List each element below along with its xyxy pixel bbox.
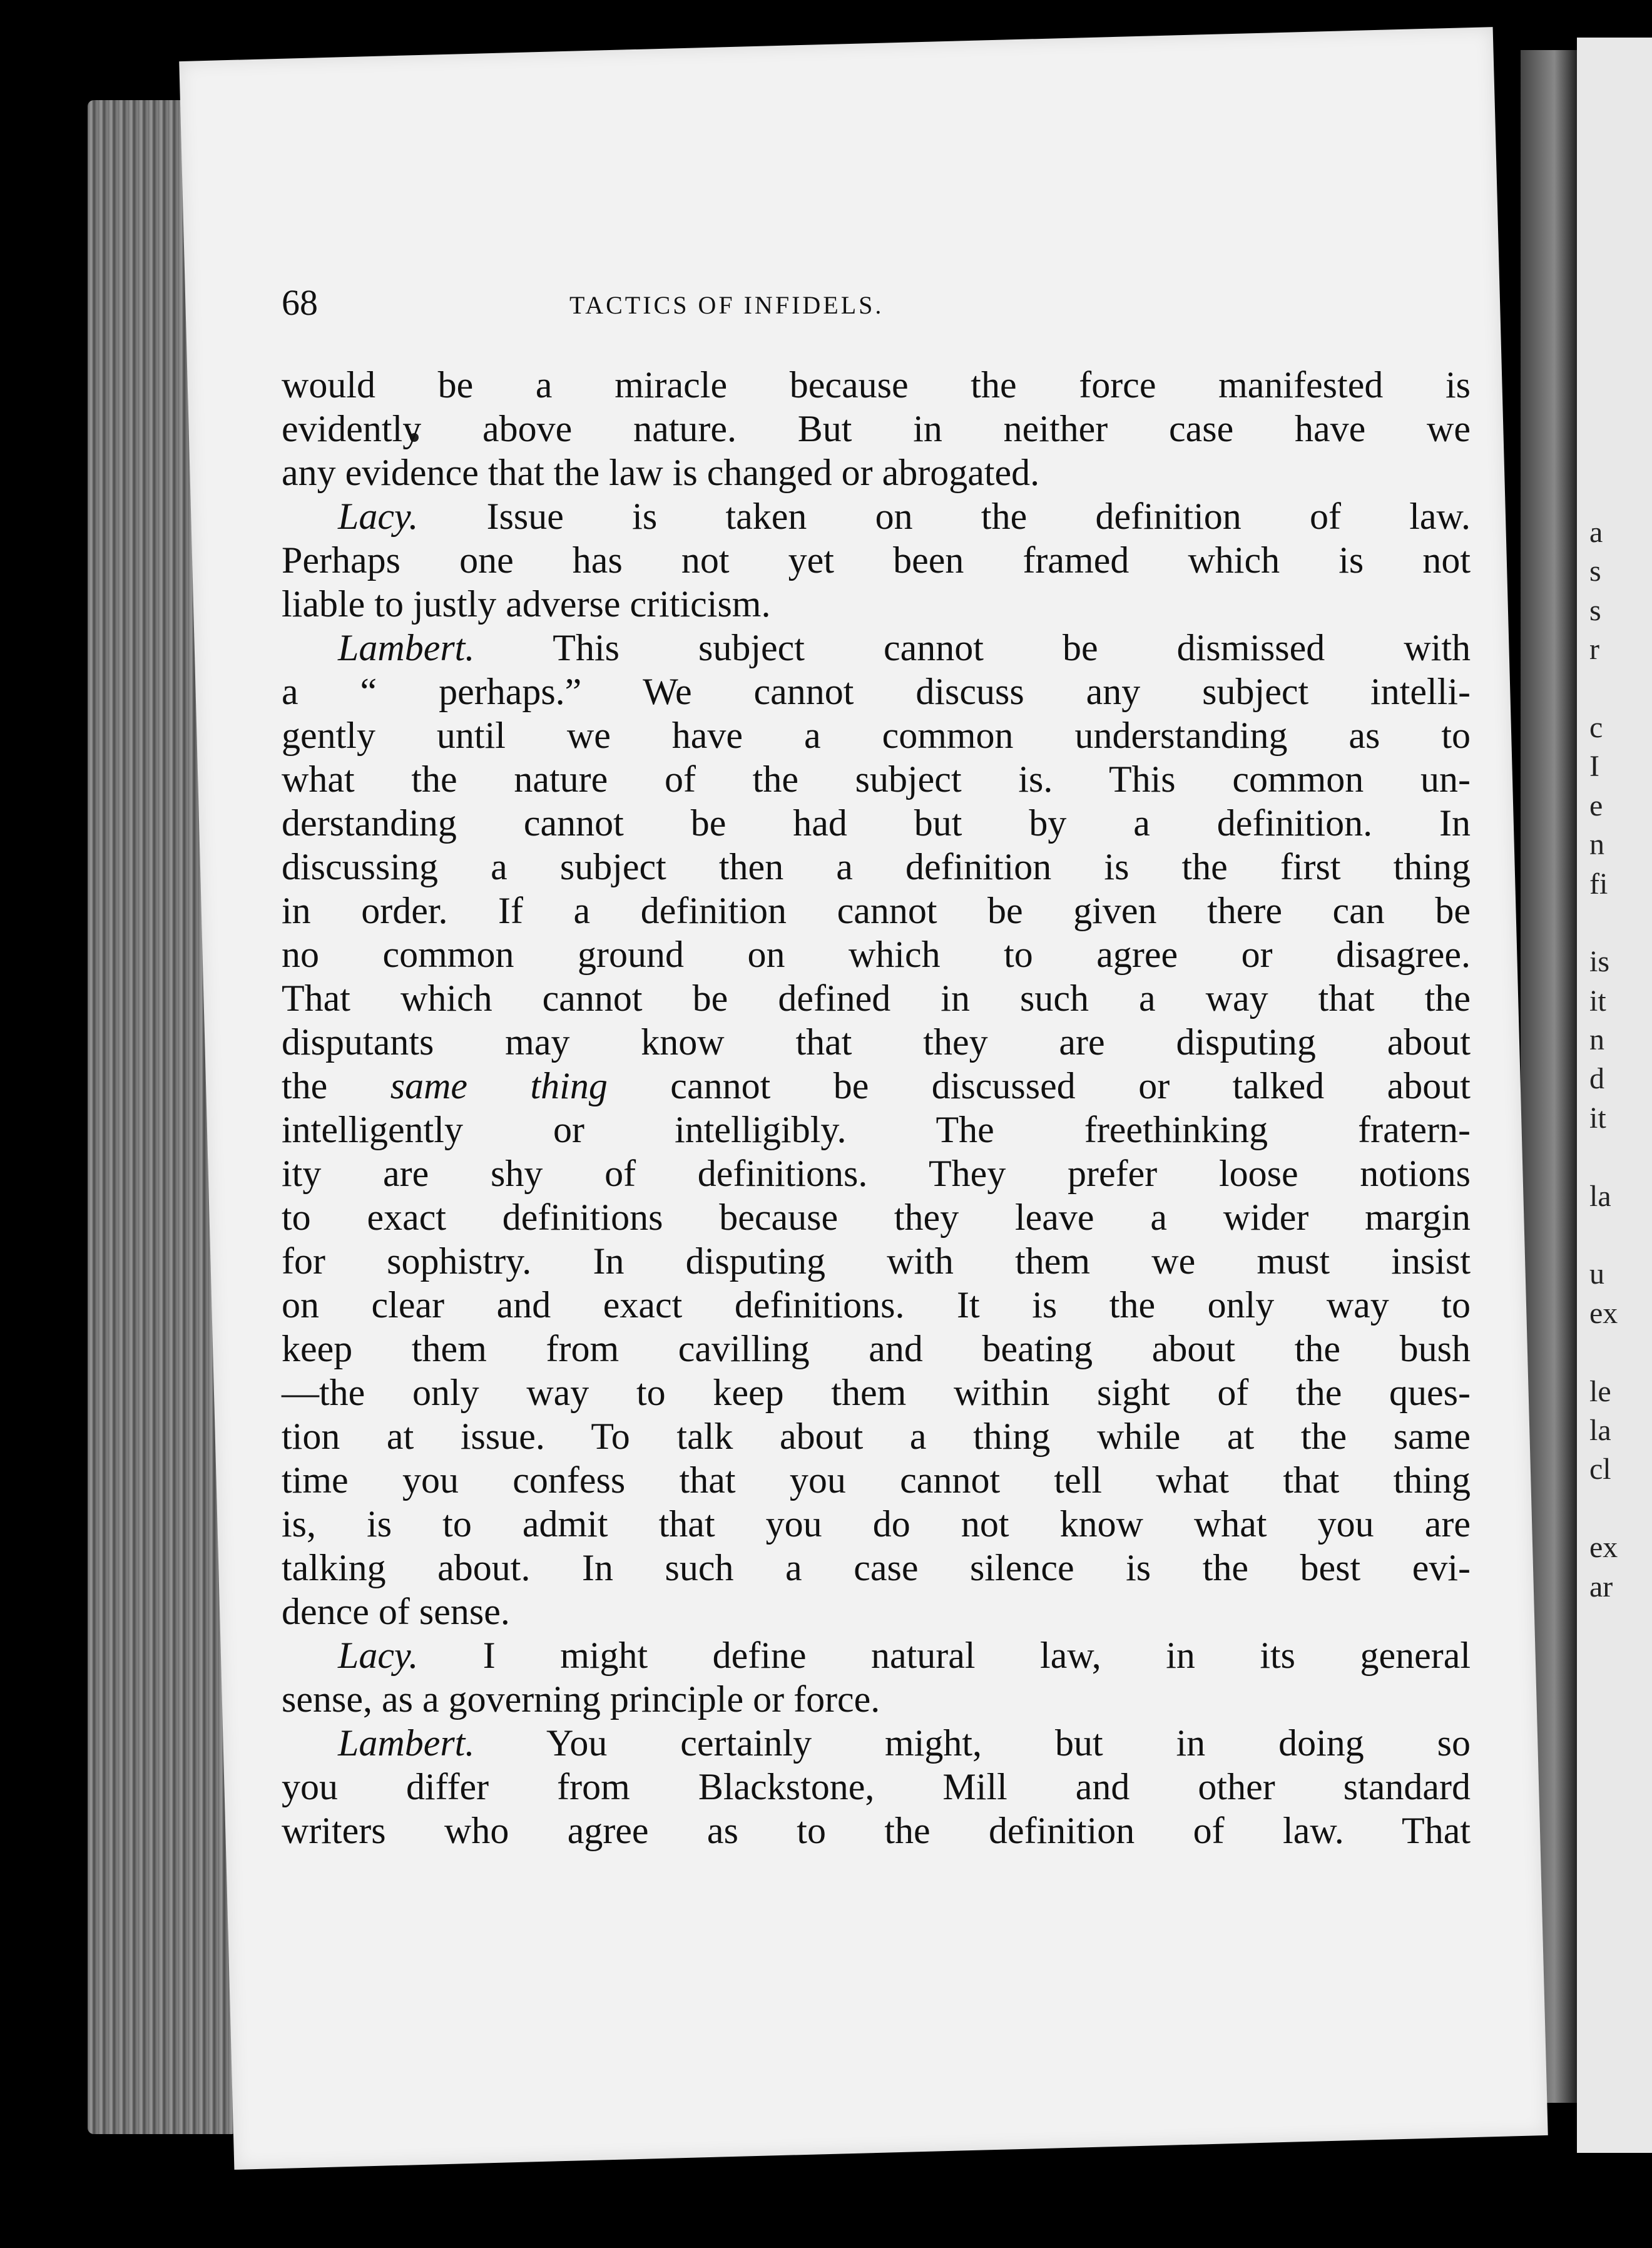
text-line [282,845,1471,889]
text-line [282,1108,1471,1152]
line-text: —the only way to keep them within sight of the ques- [282,1372,1471,1413]
emphasis-text: same thing [390,1065,608,1106]
line-text: Issue is taken on the definition of law. [418,496,1471,537]
text-line [282,713,1471,757]
speaker-name: Lambert. [338,1722,475,1764]
line-text: I might define natural law, in its general [418,1635,1471,1676]
line-text: cannot be discussed or talked about [607,1065,1471,1106]
line-text: keep them from cavilling and beating about the bush [282,1328,1471,1369]
text-line [282,1458,1471,1502]
text-line [282,1327,1471,1371]
text-line [282,363,1471,407]
text-line [282,1371,1471,1414]
line-text: liable to justly adverse criticism. [282,583,771,625]
text-line [282,1283,1471,1327]
line-text: for sophistry. In disputing with them we must insist [282,1240,1471,1282]
line-text: any evidence that the law is changed or abrogated. [282,452,1040,493]
speaker-name: Lambert. [338,627,475,668]
text-line [282,1152,1471,1195]
line-text: on clear and exact definitions. It is the only way to [282,1284,1471,1326]
text-line [282,757,1471,801]
text-line [282,1239,1471,1283]
text-line [282,1020,1471,1064]
line-text: the [282,1065,390,1106]
line-text: no common ground on which to agree or disagree. [282,934,1471,975]
line-text: evidently above nature. But in neither case have we [282,408,1471,449]
line-text: intelligently or intelligibly. The freethinking fratern- [282,1109,1471,1150]
text-line [282,801,1471,845]
facing-page [1577,38,1652,2153]
line-text: You certainly might, but in doing so [474,1722,1471,1764]
text-line [282,976,1471,1020]
line-text: sense, as a governing principle or force. [282,1678,880,1720]
text-line [282,889,1471,932]
line-text: what the nature of the subject is. This common un- [282,759,1471,800]
text-line [282,670,1471,713]
line-text: dence of sense. [282,1591,510,1632]
text-line [282,1809,1471,1852]
text-line [282,626,1471,670]
running-head: TACTICS OF INFIDELS. [569,291,884,319]
line-text: Perhaps one has not yet been framed which is not [282,539,1471,581]
text-line [282,1195,1471,1239]
text-line [282,407,1471,451]
text-line [282,1590,1471,1633]
page-number: 68 [282,282,318,323]
line-text: derstanding cannot be had but by a definition. In [282,802,1471,844]
body-text [282,363,1471,1852]
text-line [282,1414,1471,1458]
text-line [282,1633,1471,1677]
line-text: That which cannot be defined in such a way that the [282,978,1471,1019]
text-line [282,1546,1471,1590]
line-text: is, is to admit that you do not know what you are [282,1503,1471,1545]
speaker-name: Lacy. [338,496,419,537]
line-text: disputants may know that they are disputing about [282,1021,1471,1063]
text-line [282,494,1471,538]
text-line [282,582,1471,626]
text-line [282,1677,1471,1721]
line-text: would be a miracle because the force manifested is [282,364,1471,406]
line-text: to exact definitions because they leave a wider margin [282,1197,1471,1238]
page-header [282,282,1471,338]
text-line [282,1765,1471,1809]
text-line [282,451,1471,494]
line-text: you differ from Blackstone, Mill and other standard [282,1766,1471,1807]
line-text: gently until we have a common understanding as to [282,715,1471,756]
line-text: ity are shy of definitions. They prefer loose notions [282,1153,1471,1194]
line-text: a “ perhaps.” We cannot discuss any subject intelli- [282,671,1471,712]
text-line [282,538,1471,582]
line-text: tion at issue. To talk about a thing while at the same [282,1416,1471,1457]
line-text: discussing a subject then a definition is the first thing [282,846,1471,887]
line-text: talking about. In such a case silence is the best evi- [282,1547,1471,1588]
text-line [282,932,1471,976]
text-line [282,1502,1471,1546]
text-line [282,1064,1471,1108]
line-text: time you confess that you cannot tell what that thing [282,1459,1471,1501]
speaker-name: Lacy. [338,1635,419,1676]
text-line [282,1721,1471,1765]
line-text: in order. If a definition cannot be given there can be [282,890,1471,931]
facing-page-text: a s s r c I e n fi is it n d it la u ex le la cl ex ar [1589,516,1618,1603]
line-text: This subject cannot be dismissed with [474,627,1471,668]
line-text: writers who agree as to the definition of law. That [282,1810,1471,1851]
